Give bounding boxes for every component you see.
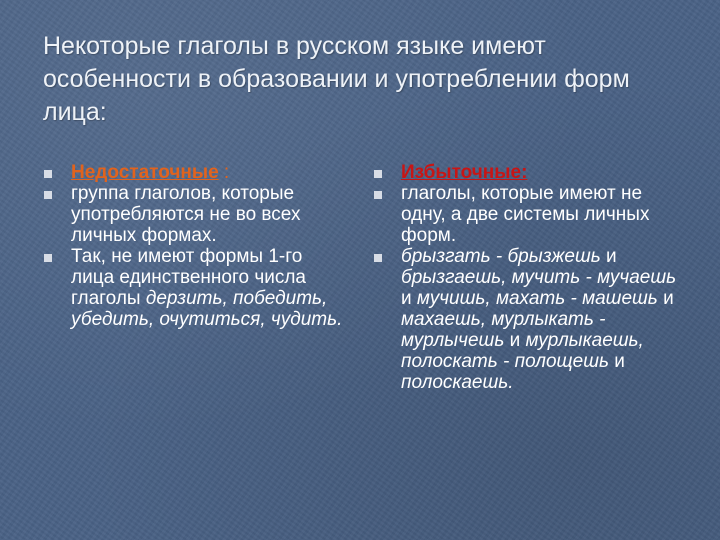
example-segment: и <box>504 330 526 351</box>
right-column <box>374 162 680 393</box>
example-segment: брызгать - брызжешь <box>401 246 601 267</box>
right-definition: глаголы, которые имеют не одну, а две системы личных форм. <box>401 183 650 246</box>
example-segment: и <box>657 288 674 309</box>
list-item-right-examples <box>374 246 680 393</box>
square-bullet-icon <box>44 254 52 262</box>
example-segment: и <box>600 246 617 267</box>
example-segment: махаешь, мурлыкать - мурлычешь <box>401 309 606 351</box>
list-item-left-heading <box>44 162 344 183</box>
square-bullet-icon <box>44 191 52 199</box>
list-item-left-example <box>44 246 344 330</box>
list-item-left-definition <box>44 183 344 246</box>
square-bullet-icon <box>374 170 382 178</box>
left-example-prefix: Так, не имеют формы 1-го лица единственного числа глаголы <box>71 246 306 309</box>
list-item-right-definition <box>374 183 680 246</box>
left-example-words: дерзить, победить, убедить, очутиться, чудить. <box>71 288 343 330</box>
slide-title: Некоторые глаголы в русском языке имеют особенности в образовании и употреблении форм лица: <box>43 32 630 126</box>
right-heading: Избыточные: <box>401 162 528 183</box>
square-bullet-icon <box>44 170 52 178</box>
example-segment: мурлыкаешь, полоскать - полощешь <box>401 330 644 372</box>
square-bullet-icon <box>374 191 382 199</box>
left-definition: группа глаголов, которые употребляются не во всех личных формах. <box>71 183 301 246</box>
left-heading-colon: : <box>218 162 230 183</box>
example-segment: и <box>401 288 417 309</box>
square-bullet-icon <box>374 254 382 262</box>
left-column <box>44 162 344 330</box>
example-segment: полоскаешь. <box>401 372 514 393</box>
list-item-right-heading <box>374 162 680 183</box>
left-heading: Недостаточные <box>71 162 219 183</box>
example-segment: брызгаешь, мучить - мучаешь <box>401 267 677 288</box>
example-segment: мучишь, махать - машешь <box>416 288 658 309</box>
example-segment: и <box>609 351 625 372</box>
